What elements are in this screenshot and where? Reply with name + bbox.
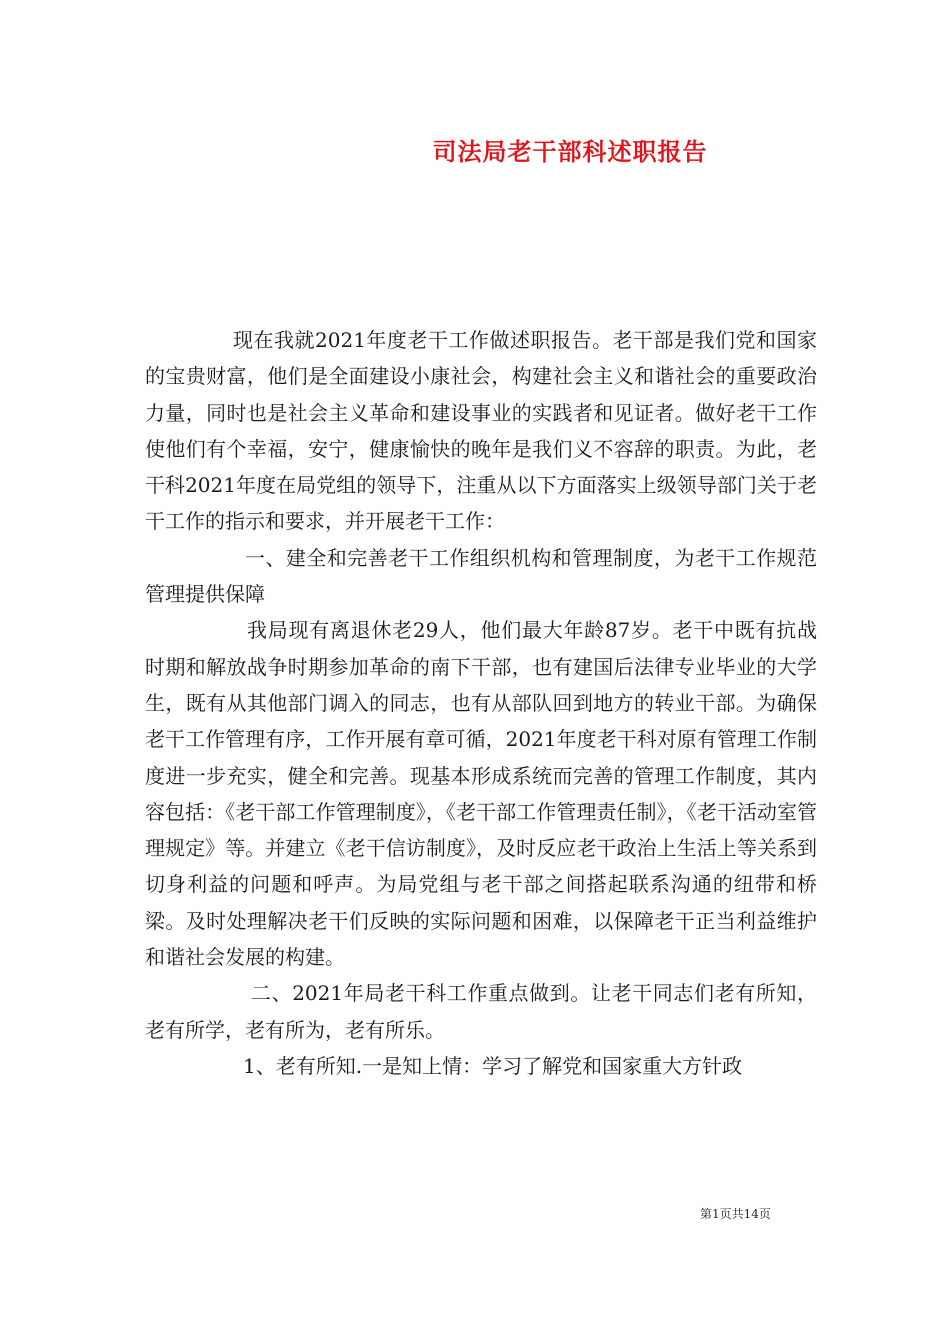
document-body [145,322,817,1084]
page-number: 第1页共14页 [700,1207,771,1221]
section-heading-2: 二、2021年局老干科工作重点做到。让老干同志们老有所知，老有所学，老有所为，老有所乐。 [145,981,817,1042]
paragraph-section-1: 我局现有离退休老29人，他们最大年龄87岁。老干中既有抗战时期和解放战争时期参加革命的南下干部，也有建国后法律专业毕业的大学生，既有从其他部门调入的同志，也有从部队回到地方的转业干部。为确保老干工作管理有序，工作开展有章可循，2021年度老干科对原有管理工作制度进一步充实，健全和完善。现基本形成系统而完善的管理工作制度，其内容包括：《老干部工作管理制度》，《老干部工作管理责任制》，《老干活动室管理规定》等。并建立《老干信访制度》，及时反应老干政治上生活上等关系到切身利益的问题和呼声。为局党组与老干部之间搭起联系沟通的纽带和桥梁。及时处理解决老干们反映的实际问题和困难，以保障老干正当利益维护和谐社会发展的构建。 [145,618,817,970]
paragraph-item-1: 1、老有所知.一是知上情：学习了解党和国家重大方针政 [243,1053,743,1078]
paragraph-intro: 现在我就2021年度老干工作做述职报告。老干部是我们党和国家的宝贵财富，他们是全面建设小康社会，构建社会主义和谐社会的重要政治力量，同时也是社会主义革命和建设事业的实践者和见证者。做好老干工作使他们有个幸福，安宁，健康愉快的晚年是我们义不容辞的职责。为此，老干科2021年度在局党组的领导下，注重从以下方面落实上级领导部门关于老干工作的指示和要求，并开展老干工作： [145,328,817,534]
section-heading-1: 一、建全和完善老干工作组织机构和管理制度，为老干工作规范管理提供保障 [145,545,817,607]
document-title: 司法局老干部科述职报告 [432,137,708,166]
